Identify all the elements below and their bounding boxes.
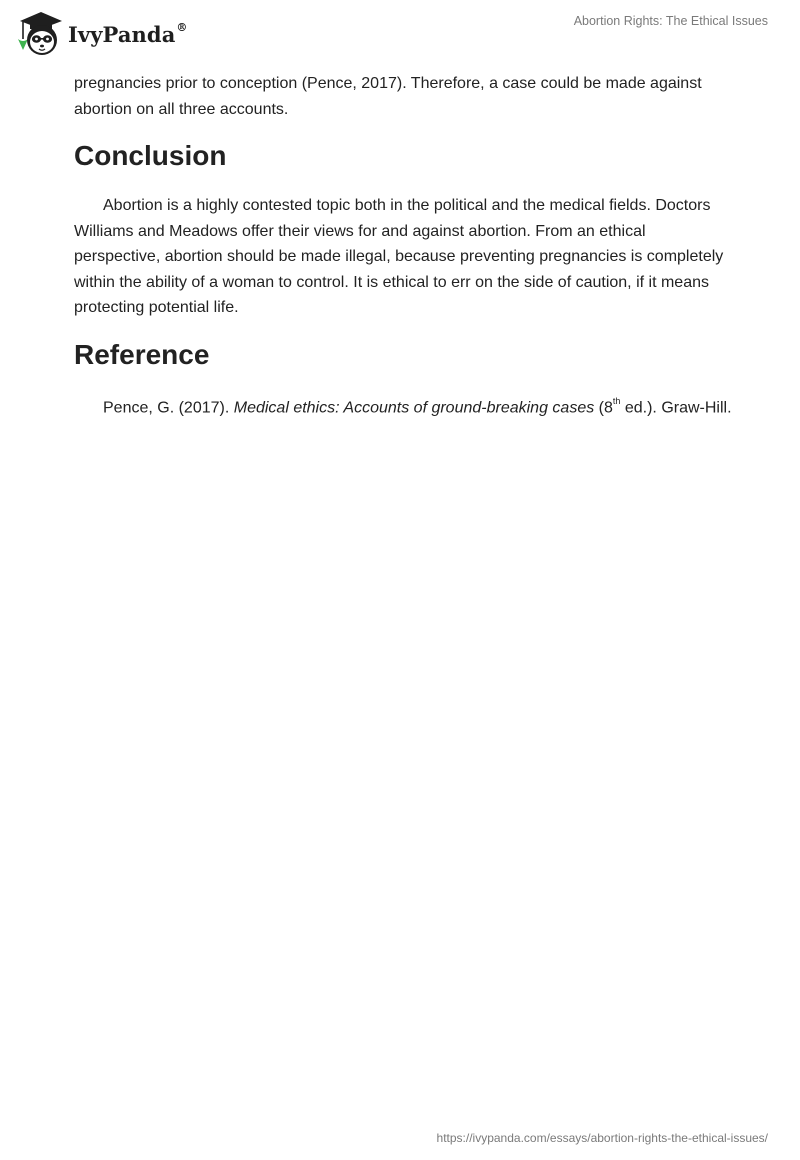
conclusion-paragraph: Abortion is a highly contested topic both in the political and the medical fields. Doctors Williams and Meadows offer their views for and against abortion. From an ethical perspective, abortion should be made illegal, because preventing pregnancies is completely within the ability of a woman to control. It is ethical to err on the side of caution, if it means protecting potential life. xyxy=(74,197,724,316)
reference-title: Medical ethics: Accounts of ground-breaking cases xyxy=(233,398,595,416)
reference-edition-ordinal: th xyxy=(612,395,621,406)
essay-content xyxy=(74,71,734,420)
reference-edition-open: (8 xyxy=(594,398,613,416)
source-url[interactable]: https://ivypanda.com/essays/abortion-rights-the-ethical-issues/ xyxy=(436,1131,768,1145)
running-title: Abortion Rights: The Ethical Issues xyxy=(573,14,768,28)
registered-mark: ® xyxy=(176,20,188,34)
continuation-paragraph: pregnancies prior to conception (Pence, 2017). Therefore, a case could be made against abortion on all three accounts. xyxy=(74,75,702,118)
reference-edition-close: ed.). Graw-Hill. xyxy=(620,398,732,416)
reference-entry xyxy=(74,391,734,421)
ivypanda-logo[interactable] xyxy=(14,8,188,56)
reference-heading: Reference xyxy=(74,338,210,370)
panda-graduation-cap-logo-icon xyxy=(14,8,64,56)
brand-name: IvyPanda® xyxy=(68,20,188,47)
page-header xyxy=(0,0,800,60)
reference-author-year: Pence, G. (2017). xyxy=(103,398,234,416)
conclusion-heading: Conclusion xyxy=(74,140,227,171)
